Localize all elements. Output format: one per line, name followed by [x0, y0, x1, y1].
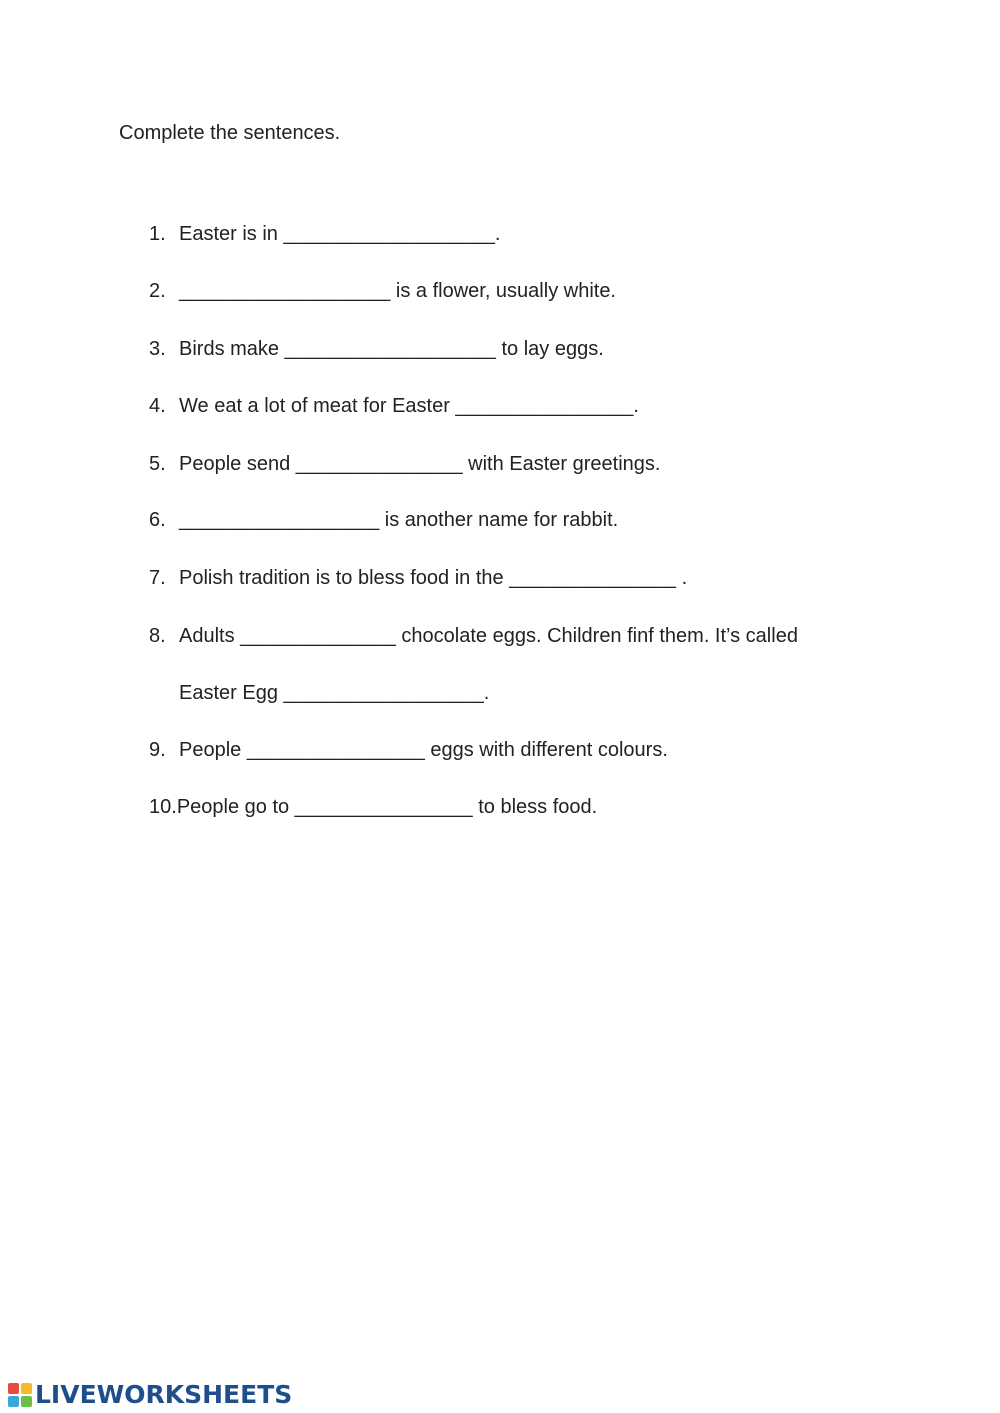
item-number: 10.: [149, 796, 177, 818]
item-text: Polish tradition is to bless food in the _______________ .: [179, 567, 688, 589]
item-text: ___________________ is a flower, usually white.: [179, 280, 616, 302]
item-text: Birds make ___________________ to lay eggs.: [179, 338, 604, 360]
item-number: 3.: [149, 338, 166, 360]
instruction-text: Complete the sentences.: [119, 122, 341, 144]
item-text: We eat a lot of meat for Easter ________________.: [179, 395, 639, 417]
list-item: [149, 393, 639, 419]
item-text-continuation: Easter Egg __________________.: [179, 682, 490, 704]
list-item: [149, 565, 687, 591]
item-number: 1.: [149, 223, 166, 245]
item-text: People send _______________ with Easter greetings.: [179, 453, 661, 475]
list-item: [149, 451, 660, 477]
item-number: 8.: [149, 625, 166, 647]
list-item: [149, 336, 604, 362]
item-number: 4.: [149, 395, 166, 417]
item-text: Easter is in ___________________.: [179, 223, 501, 245]
list-item: [149, 221, 500, 247]
item-text: __________________ is another name for rabbit.: [179, 509, 619, 531]
logo-blocks-icon: [8, 1383, 32, 1407]
liveworksheets-logo: [8, 1380, 292, 1410]
item-number: 7.: [149, 567, 166, 589]
list-item: [149, 737, 668, 763]
list-item: [149, 278, 616, 304]
item-number: 9.: [149, 739, 166, 761]
item-number: 2.: [149, 280, 166, 302]
list-item: [149, 507, 618, 533]
item-text: Adults ______________ chocolate eggs. Children finf them. It’s called: [179, 625, 798, 647]
item-number: 5.: [149, 453, 166, 475]
item-text: People ________________ eggs with different colours.: [179, 739, 668, 761]
list-item: [149, 623, 798, 649]
list-item: [149, 794, 597, 820]
logo-text: LIVEWORKSHEETS: [35, 1380, 293, 1409]
item-number: 6.: [149, 509, 166, 531]
item-text: People go to ________________ to bless food.: [176, 796, 598, 818]
